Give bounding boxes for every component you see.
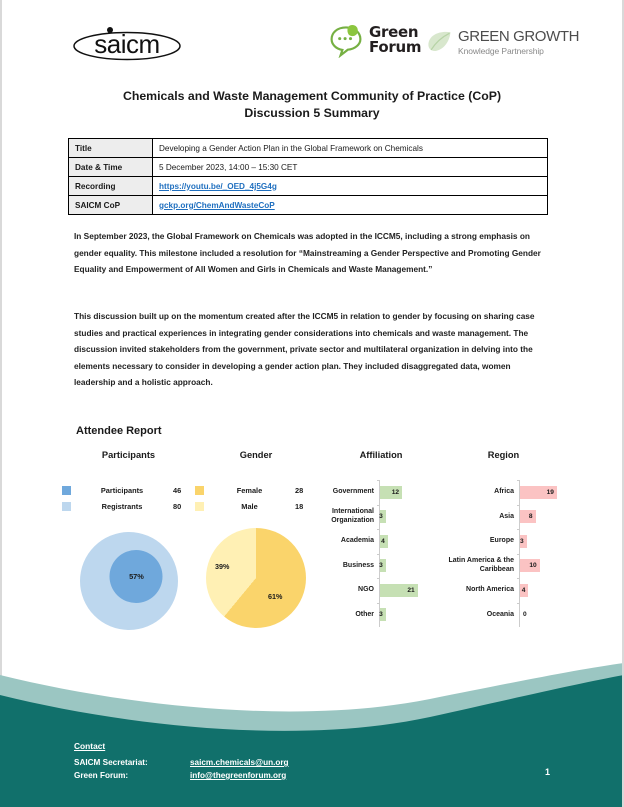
bar-track [379,554,445,579]
green-forum-email-link[interactable]: info@thegreenforum.org [190,771,287,780]
bar-value: 3 [380,608,386,621]
footer-contact [74,741,289,782]
body-paragraph-2: This discussion built up on the momentum created after the ICCM5 in relation to gender by focusing on sharing case studies and practical experiences in integrating gender considerations into chemicals and waste management. The discussion invited stakeholders from the government, private sector and multilateral organization in delving into the elements necessary to consider in developing a gender action plan. They included disaggregated data, women leadership and a holistic approach. [74,311,535,387]
legend-swatch-icon [195,486,204,495]
contact-value-saicm [190,756,289,769]
bar-value: 21 [380,584,418,597]
page-number: 1 [544,767,550,777]
contact-key-green-forum: Green Forum: [74,771,129,780]
chart-gender-title: Gender [239,450,273,460]
contact-value-green-forum [190,769,286,782]
chart-participants [62,448,195,643]
bar-value: 4 [380,535,388,548]
bar-label: NGO [358,586,374,594]
bar-row [445,578,562,603]
row-label-saicm-cop: SAICM CoP [69,196,153,215]
saicm-cop-link[interactable]: gckp.org/ChemAndWasteCoP [159,200,275,210]
bar-value: 3 [380,510,386,523]
bar-label: Africa [494,488,514,496]
page-title [62,88,562,122]
footer-wave-graphic [0,647,624,807]
bar-track [519,554,562,579]
session-info-table [68,138,548,215]
bar-label: North America [466,586,514,594]
gender-pie-chart [195,528,317,640]
legend-swatch-icon [62,486,71,495]
legend-value: 46 [173,486,182,495]
page-title-line2: Discussion 5 Summary [244,106,380,120]
legend-item [195,502,317,511]
bar-value: 19 [520,486,557,499]
ggkp-leaf-icon [424,27,454,57]
chart-participants-title: Participants [101,450,156,460]
bar-track [519,529,562,554]
contact-key-saicm: SAICM Secretariat: [74,758,148,767]
chart-gender [195,448,317,643]
bar-track [519,480,562,505]
green-forum-bubble-icon [328,22,364,58]
bar-row [317,529,445,554]
legend-label: Female [236,486,263,495]
bar-label: Business [342,561,374,569]
bar-track [379,505,445,530]
attendee-report-heading: Attendee Report [76,425,162,437]
ggkp-subtitle: Knowledge Partnership [458,45,544,56]
table-row [69,158,548,177]
saicm-logo [72,20,182,66]
bar-row [317,505,445,530]
legend-item [195,486,317,495]
chart-participants-legend [62,486,195,511]
legend-label: Participants [100,486,144,495]
bar-value: 10 [520,559,540,572]
bar-row [445,603,562,628]
page-title-line1: Chemicals and Waste Management Community of Practice (CoP) [122,89,502,103]
legend-value: 18 [295,502,304,511]
bar-track [379,480,445,505]
table-row [69,139,548,158]
saicm-email-link[interactable]: saicm.chemicals@un.org [190,758,289,767]
bar-value: 4 [520,584,528,597]
participants-bubble-chart [62,530,195,638]
row-label-title: Title [69,139,153,158]
bar-row [317,554,445,579]
ggkp-logo [424,27,579,57]
legend-item [62,502,195,511]
bar-value: 3 [520,535,527,548]
table-row [69,196,548,215]
row-value-saicm-cop [153,196,548,215]
table-row [69,177,548,196]
affiliation-bars [317,480,445,643]
bar-value: 3 [380,559,386,572]
row-label-datetime: Date & Time [69,158,153,177]
chart-gender-legend [195,486,317,511]
legend-value: 28 [295,486,304,495]
bar-row [445,505,562,530]
bar-label: Other [355,610,374,618]
bar-label: Europe [489,537,514,545]
legend-label: Male [241,502,258,511]
bar-label: Government [332,488,374,496]
green-forum-logo [328,22,421,58]
row-value-datetime: 5 December 2023, 14:00 – 15:30 CET [153,158,548,177]
contact-row [74,756,289,769]
row-value-title: Developing a Gender Action Plan in the Global Framework on Chemicals [153,139,548,158]
legend-swatch-icon [62,502,71,511]
chart-region [445,448,562,643]
green-forum-label-line1: Green [369,23,419,41]
logo-header [0,14,624,74]
bar-row [317,480,445,505]
bar-value: 12 [380,486,402,499]
bar-row [317,603,445,628]
bar-value: 8 [520,510,536,523]
svg-text:saicm: saicm [94,29,160,59]
chart-affiliation-title: Affiliation [359,450,403,460]
bar-track [379,603,445,628]
bar-row [445,529,562,554]
bar-track [379,578,445,603]
contact-row [74,769,289,782]
participants-bubble: 57% [110,550,163,603]
legend-swatch-icon [195,502,204,511]
bar-label: International Organization [331,508,374,524]
legend-item [62,486,195,495]
row-value-recording [153,177,548,196]
legend-label: Registrants [101,502,143,511]
contact-heading: Contact [74,741,106,751]
ggkp-title: GREEN GROWTH [458,27,580,45]
attendee-charts [62,448,562,643]
bar-track [379,529,445,554]
region-bars [445,480,562,643]
bar-label: Oceania [486,610,514,618]
bar-track [519,505,562,530]
bar-label: Asia [499,512,514,520]
body-paragraph-1: In September 2023, the Global Framework on Chemicals was adopted in the ICCM5, including a strong emphasis on gender equality. This milestone included a resolution for “Mainstreaming a Gender Perspective and Promoting Gender Equality and Empowerment of All Women and Girls in Chemicals and Waste Management.” [74,231,541,274]
pie-label-male: 39% [215,562,230,571]
chart-region-title: Region [487,450,520,460]
row-label-recording: Recording [69,177,153,196]
bar-label: Latin America & the Caribbean [448,557,514,573]
chart-affiliation [317,448,445,643]
bar-track [519,603,562,628]
legend-value: 80 [173,502,182,511]
bar-row [317,578,445,603]
recording-link[interactable]: https://youtu.be/_OED_4j5G4g [159,181,277,191]
green-forum-label-line2: Forum [369,38,422,56]
gender-pie [206,528,306,628]
pie-label-female: 61% [268,592,283,601]
bar-row [445,480,562,505]
bar-track [519,578,562,603]
bar-value: 0 [523,611,527,619]
bar-row [445,554,562,579]
bar-label: Academia [340,537,374,545]
